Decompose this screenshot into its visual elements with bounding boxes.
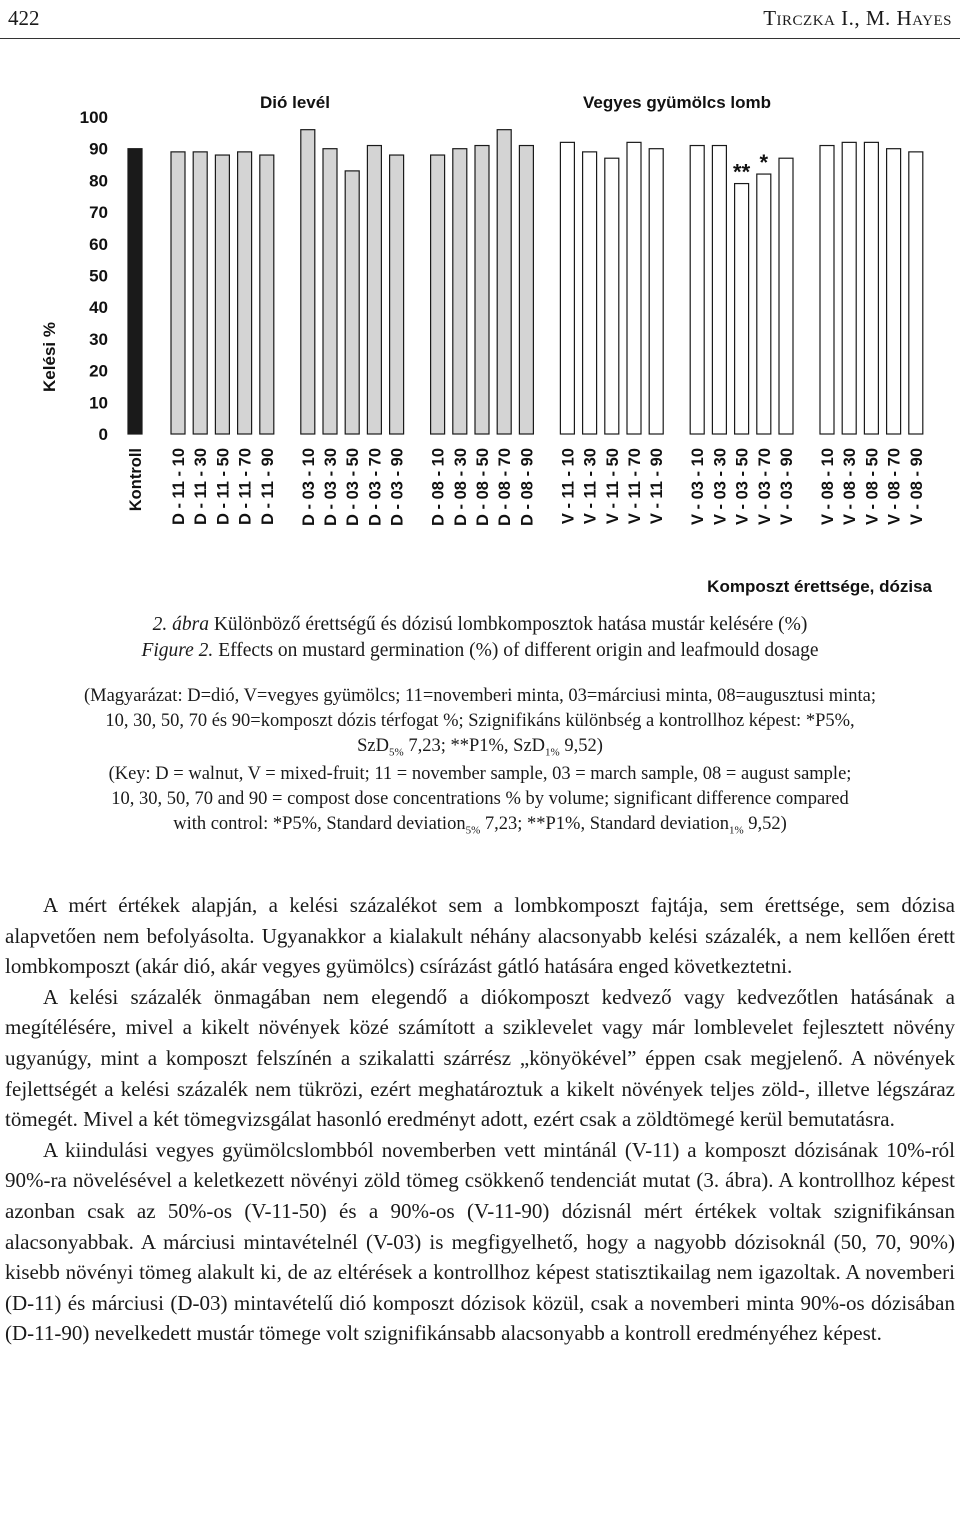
explanation-hu-line: 10, 30, 50, 70 és 90=komposzt dózis térfogat %; Szignifikáns különbség a kontrollhoz képest: *P5%, [105, 711, 855, 731]
y-tick-label: 40 [89, 298, 108, 318]
bar [887, 149, 901, 434]
y-tick-label: 80 [89, 171, 108, 191]
y-tick-label: 20 [89, 361, 108, 381]
bar [345, 171, 359, 434]
figure-caption-hu-lead: 2. ábra [152, 614, 209, 635]
x-tick-label: V - 08 - 30 [841, 448, 860, 526]
figure-caption-en-text: Effects on mustard germination (%) of different origin and leafmould dosage [213, 640, 819, 661]
bar [323, 149, 337, 434]
bar [735, 184, 749, 434]
bar [909, 152, 923, 434]
bar [367, 146, 381, 434]
x-tick-label: D - 08 - 30 [451, 448, 470, 526]
x-tick-label: D - 08 - 50 [474, 448, 492, 526]
bar [238, 152, 252, 434]
x-tick-label: V - 03 - 70 [755, 448, 774, 526]
x-tick-label: D - 08 - 90 [518, 448, 537, 526]
bar [193, 152, 207, 434]
page-header [0, 0, 960, 38]
x-tick-label: V - 03 - 90 [778, 448, 796, 526]
x-tick-label: V - 08 - 10 [819, 448, 837, 526]
x-tick-label: D - 03 - 30 [322, 448, 340, 526]
header-rule [0, 38, 960, 39]
bar [690, 146, 704, 434]
bar [842, 142, 856, 434]
x-tick-label: V - 11 - 10 [559, 448, 578, 525]
explanation-en-subscript: 5% [465, 824, 481, 837]
significance-marker: * [759, 150, 769, 176]
bar [779, 158, 793, 434]
x-tick-label: V - 11 - 70 [626, 448, 644, 525]
figure-caption-hu-text: Különböző érettségű és dózisú lombkomposztok hatása mustár kelésére (%) [208, 614, 808, 635]
group-title-mixed-fruit: Vegyes gyümölcs lomb [583, 93, 772, 112]
y-tick-label: 30 [89, 329, 108, 349]
figure-explanation-hungarian [20, 684, 940, 766]
figure-explanation-english [20, 762, 940, 844]
germination-bar-chart [0, 80, 960, 600]
explanation-en-line: 10, 30, 50, 70 and 90 = compost dose concentrations % by volume; significant difference compared [111, 789, 849, 809]
y-tick-label: 60 [89, 234, 108, 254]
bar [627, 142, 641, 434]
x-tick-label: V - 11 - 50 [603, 448, 622, 525]
bar [390, 155, 404, 434]
x-tick-label: D - 03 - 50 [344, 448, 363, 526]
x-tick-label: D - 03 - 70 [366, 448, 385, 526]
bar [519, 146, 533, 434]
bar [560, 142, 574, 434]
figure-caption-hungarian [0, 614, 960, 636]
explanation-en-line [20, 812, 940, 844]
y-tick-label: 0 [98, 425, 108, 444]
y-tick-label: 10 [89, 393, 108, 413]
explanation-en-line: (Key: D = walnut, V = mixed-fruit; 11 = november sample, 03 = march sample, 08 = august sample; [108, 764, 852, 784]
running-head-authors: Tirczka I., M. Hayes [763, 6, 952, 30]
x-tick-label: D - 03 - 10 [299, 448, 318, 526]
bar [260, 155, 274, 434]
body-text [5, 890, 955, 1349]
bar [453, 149, 467, 434]
y-tick-label: 50 [89, 266, 108, 286]
bar [215, 155, 229, 434]
x-tick-label: Kontroll [127, 448, 145, 512]
y-axis-label: Kelési % [40, 322, 59, 392]
explanation-hu-line [20, 734, 940, 766]
bar [864, 142, 878, 434]
bar [757, 174, 771, 434]
x-tick-label: D - 11 - 90 [258, 448, 277, 526]
bar [497, 130, 511, 434]
y-tick-label: 100 [79, 108, 108, 127]
significance-marker: ** [733, 159, 751, 185]
explanation-hu-text: SzD [357, 736, 390, 756]
x-axis-label: Komposzt érettsége, dózisa [707, 577, 932, 596]
figure-caption-english [0, 640, 960, 662]
bar [605, 158, 619, 434]
body-paragraph: A kelési százalék önmagában nem elegendő a diókomposzt kedvező vagy kedvezőtlen hatásának a megítélésére, mivel a kikelt növények közé számított a sziklevelet vagy már lomblevelet fejlesztett növény ugyanúgy, mint a komposzt felszínén a szikalatti szárrész „könyökével” éppen csak megjelenő. A növények fejlettségét a kelési százalék nem tükrözi, ezért meghatároztuk a kikelt növények teljes zöld-, illetve légszáraz tömegét. Mivel a két tömegvizsgálat hasonló eredményt adott, ezért csak a zöldtömegé kerül bemutatásra. [5, 984, 955, 1132]
x-tick-label: V - 08 - 70 [885, 448, 904, 526]
explanation-en-text: 9,52) [743, 814, 787, 834]
bar [171, 152, 185, 434]
y-tick-label: 90 [89, 139, 108, 159]
x-tick-label: D - 11 - 50 [214, 448, 233, 526]
explanation-hu-subscript: 1% [545, 746, 560, 759]
x-tick-label: D - 03 - 90 [388, 448, 407, 526]
x-tick-label: V - 03 - 10 [689, 448, 708, 526]
x-tick-label: D - 11 - 30 [192, 448, 211, 526]
explanation-hu-subscript: 5% [389, 746, 404, 759]
x-tick-label: D - 11 - 70 [236, 448, 255, 526]
x-tick-label: V - 08 - 50 [863, 448, 882, 526]
bar [820, 146, 834, 434]
explanation-hu-line: (Magyarázat: D=dió, V=vegyes gyümölcs; 11=novemberi minta, 03=márciusi minta, 08=augusztusi minta; [83, 686, 876, 706]
x-tick-label: D - 08 - 10 [429, 448, 448, 526]
bar [649, 149, 663, 434]
body-paragraph: A mért értékek alapján, a kelési százalékot sem a lombkomposzt fajtája, sem érettsége, sem dózisa alapvetően nem befolyásolta. Ugyanakkor a kialakult néhány alacsonyabb kelési százalék, a nem kellően érett lombkomposzt (akár dió, akár vegyes gyümölcs) csírázást gátló hatására enged következtetni. [5, 893, 955, 979]
explanation-en-text: with control: *P5%, Standard deviation [173, 814, 466, 834]
x-tick-label: V - 11 - 90 [648, 448, 667, 525]
bar [712, 146, 726, 434]
body-paragraph: A kiindulási vegyes gyümölcslombból novemberben vett mintánál (V-11) a komposzt dózisának 10%-ról 90%-ra növelésével a keletkezett növényi zöld tömeg csökkenő tendenciát mutat (3. ábra). A kontrollhoz képest azonban csak az 50%-os (V-11-50) és a 90%-os (V-11-90) dózisnál mért értékek voltak szignifikánsan alacsonyabbak. A márciusi mintavételnél (V-03) is megfigyelhető, hogy a nagyobb dózisoknál (50, 70, 90%) kisebb növényi tömeg alakult ki, de az eltérések a kontrollhoz képest statisztikailag nem igazoltak. A novemberi (D-11) és márciusi (D-03) mintavételű dió komposzt dózisok közül, csak a novemberi minta 90%-os dózisában (D-11-90) nevelkedett mustár tömege volt szignifikánsabb alacsonyabb a kontroll eredményéhez képest. [5, 1137, 955, 1346]
explanation-en-subscript: 1% [728, 824, 744, 837]
bar [128, 149, 142, 434]
y-tick-label: 70 [89, 203, 108, 223]
x-tick-label: V - 03 - 50 [733, 448, 752, 526]
x-tick-label: V - 03 - 30 [711, 448, 730, 526]
x-tick-label: V - 08 - 90 [907, 448, 926, 526]
bar [301, 130, 315, 434]
explanation-hu-text: 9,52) [559, 736, 603, 756]
figure-caption-en-lead: Figure 2. [141, 640, 214, 661]
bar [583, 152, 597, 434]
x-tick-label: D - 11 - 10 [170, 448, 188, 526]
bar [431, 155, 445, 434]
x-tick-label: D - 08 - 70 [496, 448, 515, 526]
explanation-en-text: 7,23; **P1%, Standard deviation [480, 814, 729, 834]
x-tick-label: V - 11 - 30 [581, 448, 600, 525]
explanation-hu-text: 7,23; **P1%, SzD [403, 736, 546, 756]
group-title-walnut: Dió levél [260, 93, 330, 112]
bar [475, 146, 489, 434]
page-number: 422 [8, 6, 40, 30]
